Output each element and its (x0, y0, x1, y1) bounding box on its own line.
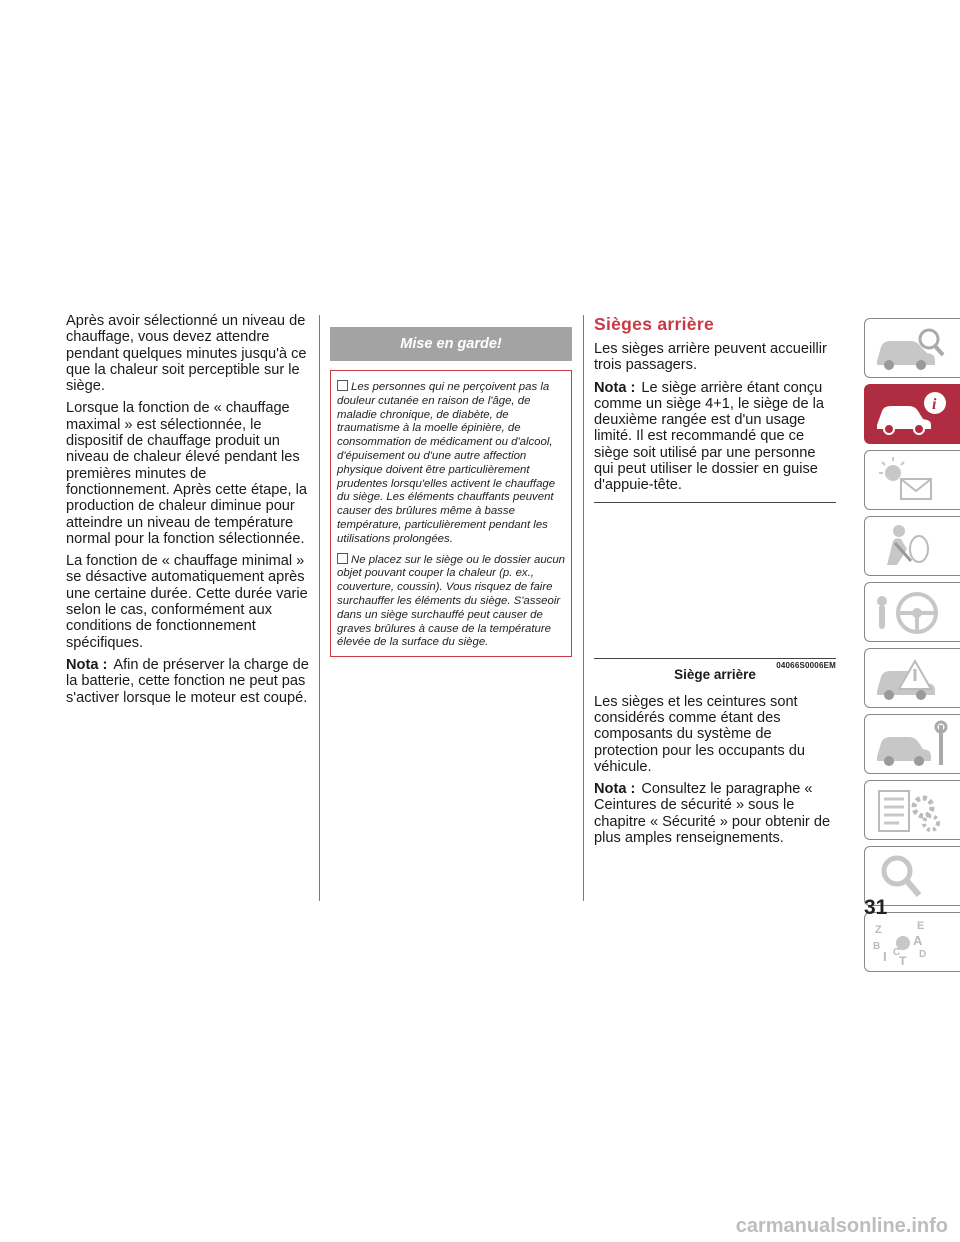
note-battery (66, 657, 310, 706)
figure-code: 04066S0006EM (594, 658, 836, 670)
tab-starting-driving[interactable] (864, 582, 960, 642)
car-breakdown-warning-icon (871, 653, 955, 705)
checkbox-bullet-icon (337, 553, 348, 564)
paragraph-heating-wait: Après avoir sélectionné un niveau de chauffage, vous devez attendre pendant quelques minutes jusqu'à ce que la chaleur soit perceptible sur le siège. (66, 313, 307, 395)
column-divider-right (583, 315, 584, 901)
note-label: Nota : (594, 781, 636, 798)
index-letter: D (919, 949, 927, 960)
car-info-icon (871, 389, 955, 441)
page-number: 31 (864, 896, 888, 919)
section-title: Sièges arrière (594, 314, 714, 334)
tab-specifications[interactable] (864, 780, 960, 840)
column-divider-left (319, 315, 320, 901)
warning-panel (330, 327, 572, 657)
watermark: carmanualsonline.info (735, 1215, 948, 1237)
tab-car-search[interactable] (864, 318, 960, 378)
tab-warning-lights[interactable] (864, 450, 960, 510)
warning-box (330, 370, 572, 657)
figure-rear-seat-image (594, 503, 836, 658)
warning-item-text: Les personnes qui ne perçoivent pas la douleur cutanée en raison de l'âge, de maladie chronique, de diabète, de traumatisme à la moelle épinière, de consommation de médicament ou d'alcool, d'épuisement ou d'une autre affection physique doivent être particulièrement prudentes lorsqu'elles activent le chauffage du siège. Les éléments chauffants peuvent causer des brûlures même à basse température, particulièrement pendant les utilisations prolongées. (337, 381, 556, 545)
warning-item-text: Ne placez sur le siège ou le dossier aucun objet pouvant couper la chaleur (p. ex., couverture, coussin). Vous risquez de faire surchauffer les éléments du siège. S'asseoir dans un siège surchauffé peut causer de graves brûlures à cause de la température élevée de la surface du siège. (337, 553, 566, 649)
warning-light-message-icon (871, 455, 955, 507)
car-search-icon (871, 323, 955, 375)
paragraph-rear-seats: Les sièges arrière peuvent accueillir trois passagers. (594, 341, 827, 374)
steering-wheel-key-icon (871, 587, 955, 639)
multilanguage-index-icon (871, 917, 955, 969)
index-letter: A (913, 933, 923, 948)
index-letter: C (893, 947, 901, 958)
note-seatbelts (594, 781, 836, 846)
note-label: Nota : (66, 656, 108, 673)
warning-item (337, 553, 567, 651)
paragraph-max-heating: Lorsque la fonction de « chauffage maximal » est sélectionnée, le dispositif de chauffage produit un niveau de chaleur élevé pendant les premières minutes de fonctionnement. Après cette étape, la production de chaleur diminue pour atteindre un niveau de température normal pour la fonction sélectionnée. (66, 400, 307, 547)
tab-car-info[interactable] (864, 384, 960, 444)
right-column (594, 313, 836, 852)
paragraph-min-heating: La fonction de « chauffage minimal » se désactive automatiquement après une certaine durée. Cette durée varie selon le cas, conformément aux conditions de fonctionnement spécifiques. (66, 553, 308, 651)
index-letter: I (883, 949, 887, 964)
note-rear-seat (594, 380, 836, 494)
car-service-tools-icon (871, 719, 955, 771)
checkbox-bullet-icon (337, 380, 348, 391)
figure-caption: Siège arrière (674, 666, 756, 682)
note-text: Le siège arrière étant conçu comme un siège 4+1, le siège de la deuxième rangée est d'un usage limité. Il est recommandé que ce siège soit utilisé par une personne qui peut utiliser le dossier en guise d'appuie-tête. (594, 379, 824, 494)
index-letter: E (917, 920, 925, 932)
paragraph-seats-belts: Les sièges et les ceintures sont considérés comme étant des composants du système de protection pour les occupants du véhicule. (594, 693, 805, 775)
tab-multilanguage[interactable] (864, 912, 960, 972)
tab-servicing[interactable] (864, 714, 960, 774)
warning-title: Mise en garde! (330, 327, 572, 361)
svg-text:i: i (932, 396, 937, 413)
left-column (66, 313, 310, 712)
tab-emergency[interactable] (864, 648, 960, 708)
note-label: Nota : (594, 379, 636, 396)
index-letter: Z (875, 924, 882, 936)
specifications-gear-icon (871, 785, 955, 837)
note-text: Afin de préserver la charge de la batterie, cette fonction ne peut pas s'activer lorsque le moteur est coupé. (66, 656, 309, 706)
warning-item (337, 380, 567, 547)
airbag-passenger-icon (871, 521, 955, 573)
tab-safety[interactable] (864, 516, 960, 576)
index-letter: T (899, 954, 907, 968)
chapter-tabs (864, 318, 960, 978)
index-letter: B (873, 941, 881, 952)
note-text: Consultez le paragraphe « Ceintures de sécurité » sous le chapitre « Sécurité » pour obtenir de plus amples renseignements. (594, 781, 831, 847)
